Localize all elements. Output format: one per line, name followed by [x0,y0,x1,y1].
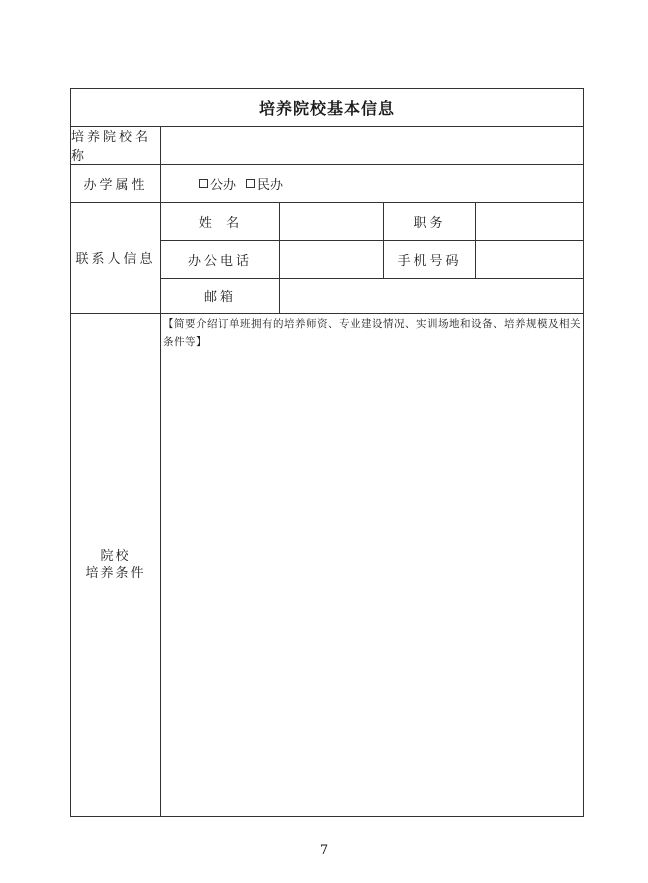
training-conditions-input[interactable] [161,355,583,815]
training-conditions-label-line2: 培养条件 [85,566,146,581]
email-label: 邮箱 [203,290,236,305]
public-checkbox[interactable] [199,179,208,188]
school-name-input[interactable] [161,127,583,164]
private-option-label: 民办 [257,178,284,193]
public-option-label: 公办 [210,178,237,193]
contact-position-label: 职务 [413,215,446,231]
contact-name-input[interactable] [280,203,383,240]
contact-name-label: 姓 名 [198,215,242,231]
contact-position-input[interactable] [476,203,583,240]
training-conditions-label [71,314,160,816]
office-phone-label: 办公电话 [187,253,252,269]
mobile-label: 手机号码 [397,253,462,269]
contact-info-label: 联系人信息 [75,252,156,267]
email-input[interactable] [280,279,583,313]
public-option[interactable] [199,174,236,193]
training-conditions-label-line1: 院校 [100,549,131,564]
office-phone-input[interactable] [280,241,383,278]
mobile-input[interactable] [476,241,583,278]
training-conditions-note: 【简要介绍订单班拥有的培养师资、专业建设情况、实训场地和设备、培养规模及相关条件等】 [163,318,581,348]
school-name-label: 培养院校名称 [71,130,152,164]
school-info-form [70,88,584,817]
school-nature-label: 办学属性 [83,177,148,193]
private-checkbox[interactable] [246,179,255,188]
page-number: 7 [319,843,329,858]
form-title: 培养院校基本信息 [258,99,395,118]
school-nature-options [199,165,583,202]
private-option[interactable] [246,174,283,193]
